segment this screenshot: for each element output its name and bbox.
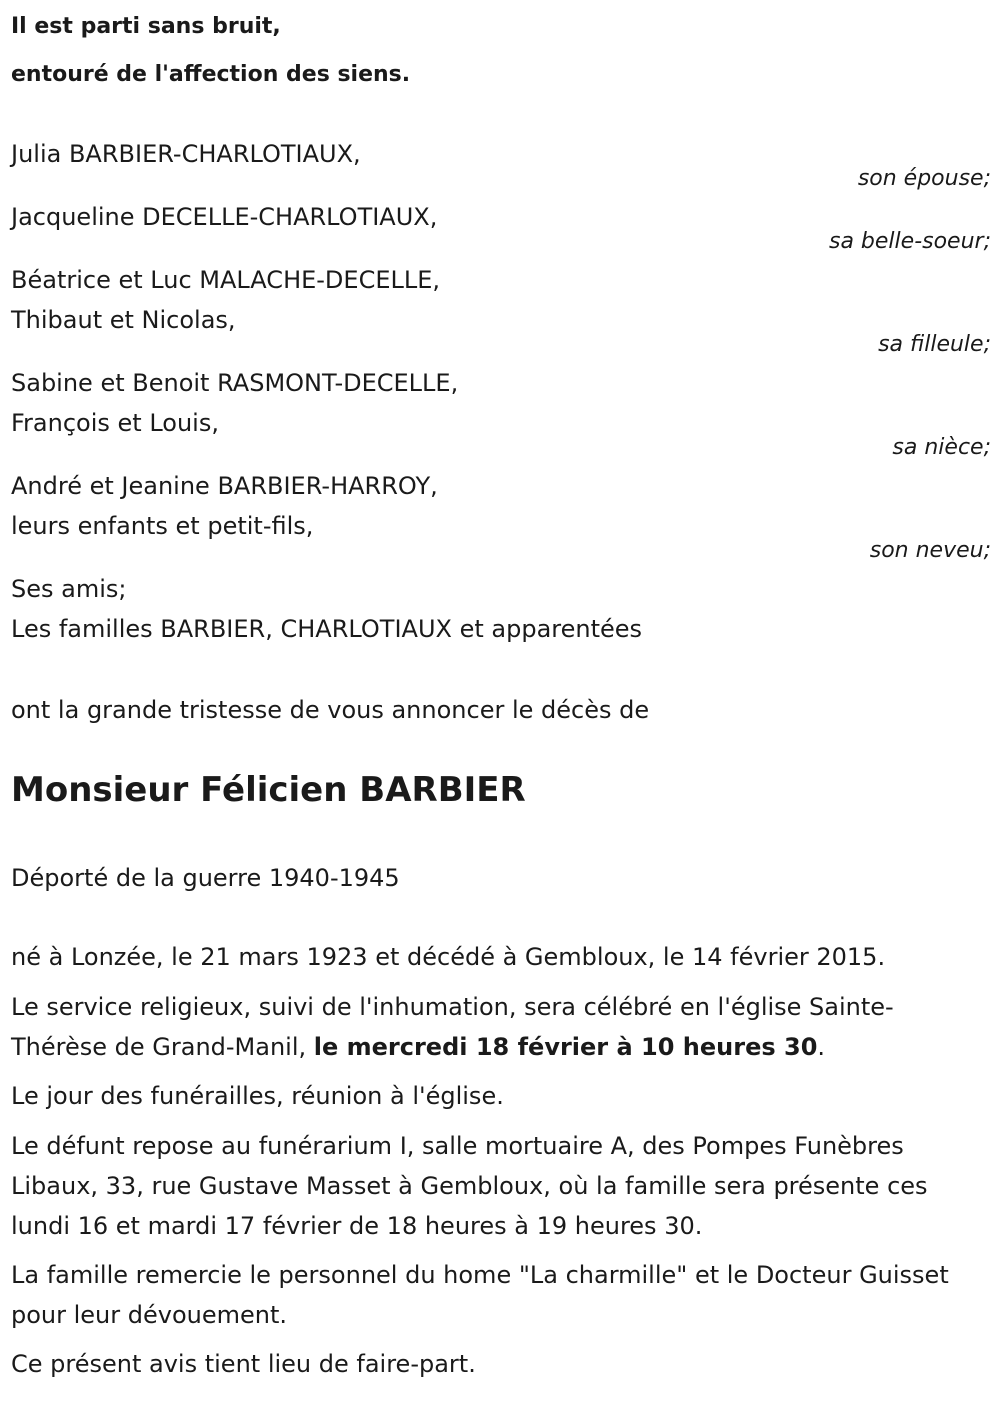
rest-text: Le défunt repose au funérarium I, salle mortuaire A, des Pompes Funèbres Libaux, 33, rue Gustave Masset à Gembloux, où la famille sera présente ces lundi 16 et mardi 17 février de 18 heures à 19 heures 30. (11, 1132, 928, 1240)
service-text-after: . (817, 1033, 826, 1061)
family-group (11, 260, 991, 340)
service-text (11, 987, 986, 1067)
family-role: sa belle-soeur; (829, 229, 991, 254)
family-member-line: leurs enfants et petit-fils, (11, 512, 314, 540)
family-group (11, 363, 991, 443)
family-member-line: Les familles BARBIER, CHARLOTIAUX et apparentées (11, 615, 643, 643)
family-member-line: François et Louis, (11, 409, 219, 437)
service-text-before: Le service religieux, suivi de l'inhumation, sera célébré en l'église Sainte-Thérèse de Grand-Manil, (11, 993, 894, 1061)
family-group (11, 134, 991, 174)
service-date: le mercredi 18 février à 10 heures 30 (313, 1033, 818, 1061)
family-role: son neveu; (869, 538, 991, 563)
intro-line-1: Il est parti sans bruit, (11, 14, 281, 39)
notice-text: Ce présent avis tient lieu de faire-part. (11, 1350, 476, 1378)
thanks-text: La famille remercie le personnel du home "La charmille" et le Docteur Guisset pour leur dévouement. (11, 1261, 949, 1329)
family-role: son épouse; (857, 166, 991, 191)
deceased-name: Monsieur Félicien BARBIER (11, 770, 526, 810)
deceased-title: Déporté de la guerre 1940-1945 (11, 864, 400, 892)
family-member-line: Sabine et Benoit RASMONT-DECELLE, (11, 369, 459, 397)
meeting-text: Le jour des funérailles, réunion à l'église. (11, 1082, 504, 1110)
announcement-text: ont la grande tristesse de vous annoncer le décès de (11, 696, 650, 724)
family-member-line: Thibaut et Nicolas, (11, 306, 236, 334)
family-role: sa filleule; (878, 332, 991, 357)
family-member-line: Ses amis; (11, 575, 127, 603)
family-group (11, 569, 991, 649)
family-role: sa nièce; (892, 435, 991, 460)
family-member-line: André et Jeanine BARBIER-HARROY, (11, 472, 438, 500)
family-group (11, 466, 991, 546)
intro-line-2: entouré de l'affection des siens. (11, 62, 411, 87)
family-member-line: Jacqueline DECELLE-CHARLOTIAUX, (11, 203, 438, 231)
family-member-line: Béatrice et Luc MALACHE-DECELLE, (11, 266, 441, 294)
birth-death-text: né à Lonzée, le 21 mars 1923 et décédé à Gembloux, le 14 février 2015. (11, 943, 886, 971)
family-member-line: Julia BARBIER-CHARLOTIAUX, (11, 140, 361, 168)
